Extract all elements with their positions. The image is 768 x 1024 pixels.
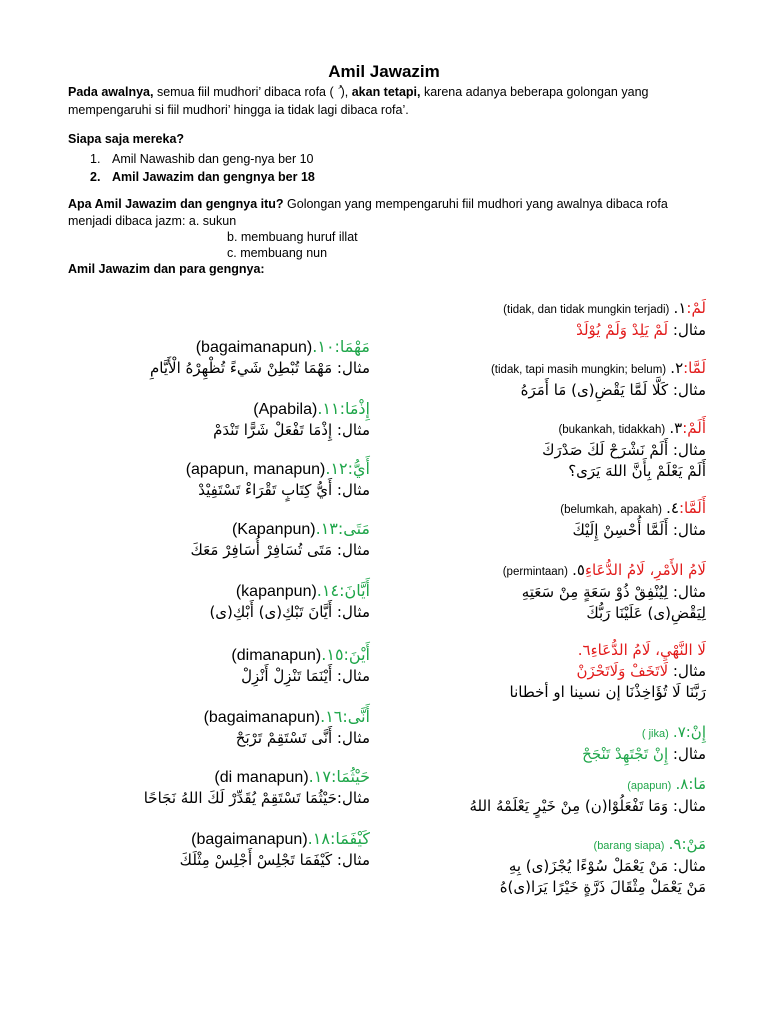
example-line: وَمَا تَفْعَلُوْا(ن) مِنْ خَيْرٍ يَعْلَمْهُ اللهُ	[469, 797, 669, 815]
example-line: أَلَمَّا أُحْسِنْ إِلَيْكَ	[572, 521, 669, 539]
entry-meaning: (Apabila)	[253, 401, 318, 418]
mithal-label: مثال:	[336, 789, 370, 807]
page-title: Amil Jawazim	[328, 62, 440, 81]
entry-meaning: (bagaimanapun)	[195, 339, 313, 356]
example-line: لِيَقْضِ(ى) عَلَيْنَا رَبُّكَ	[586, 604, 706, 622]
entry-word: حَيْثُمَا:	[330, 767, 370, 786]
question-heading: Siapa saja mereka?	[68, 132, 185, 146]
mithal-label: مثال:	[672, 797, 706, 815]
jawazim-entry-6	[510, 640, 707, 703]
entry-meaning: (dimanapun)	[231, 647, 322, 664]
entry-word: إِنْ:	[685, 723, 706, 741]
entry-number: ١٢.	[325, 459, 348, 478]
list-number: 1.	[90, 152, 101, 166]
jawazim-entry-14	[209, 580, 370, 623]
entry-number: ١١.	[317, 399, 340, 418]
entry-meaning: (di manapun)	[214, 769, 309, 786]
example-line: كَلَّا لَمَّا يَقْضِ(ى) مَا أَمَرَهُ	[520, 381, 669, 399]
entry-meaning: (apapun, manapun)	[185, 461, 326, 478]
mithal-label: مثال:	[336, 541, 370, 559]
jawazim-entry-16	[204, 706, 370, 749]
definition-paragraph	[68, 196, 708, 230]
list-text: Amil Nawashib dan geng-nya ber 10	[112, 152, 314, 166]
entry-word: أَلَمَّا:	[678, 499, 706, 517]
mithal-label: مثال:	[672, 745, 706, 763]
entry-note: (barang siapa)	[593, 840, 665, 852]
intro-text-3: karena adanya beberapa golongan yang mempengaruhi si fiil mudhori’ hingga ia tidak lagi dibaca rofa’.	[68, 85, 649, 117]
mithal-label: مثال:	[336, 851, 370, 869]
entry-number: ١٤.	[316, 581, 340, 600]
entry-meaning: (bagaimanapun)	[191, 831, 308, 848]
example-line: أَلَمْ يَعْلَمْ بِأَنَّ اللهَ يَرَى؟	[568, 462, 706, 480]
example-line: لِيُنْفِقْ ذُوْ سَعَةٍ مِنْ سَعَتِهِ	[521, 583, 669, 601]
entry-meaning: (bagaimanapun)	[203, 709, 321, 726]
jawazim-entry-15	[231, 644, 370, 687]
intro-lead: Pada awalnya,	[68, 85, 154, 99]
entry-note: ( jika)	[641, 728, 669, 740]
mithal-label: مثال:	[672, 381, 706, 399]
entry-note: (belumkah, apakah)	[560, 504, 662, 516]
example-line: مَنْ يَعْمَلْ سُوْءًا يُجْزَ(ى) بِهِ	[508, 857, 669, 875]
definition-question: Apa Amil Jawazim dan gengnya itu?	[68, 197, 284, 211]
entry-number: ٩.	[668, 835, 682, 853]
jawazim-entry-17	[144, 766, 370, 809]
example-line: حَيْثُمَا تَسْتَقِمْ يُقَدِّرْ لَكَ اللهُ نَجَاحًا	[143, 789, 337, 807]
entry-number: ٦.	[577, 641, 591, 659]
entry-number: ١٦.	[320, 707, 343, 726]
jawazim-entry-4	[560, 498, 706, 541]
entry-number: ٢.	[670, 359, 684, 377]
jawazim-entry-12	[186, 458, 370, 501]
example-line: رَبَّنَا لَا تُؤَاخِذْنَا إن نسينا او أخطانا	[509, 683, 706, 701]
example-line: أَلَمْ نَشْرَحْ لَكَ صَدْرَكَ	[542, 441, 669, 459]
entry-word: مَا:	[688, 775, 706, 793]
example-line: أَيَّانَ تَبْكِ(ى) أَبْكِ(ى)	[209, 603, 333, 621]
entry-number: ٣.	[669, 419, 683, 437]
entry-word: أَيَّانَ:	[339, 581, 370, 600]
intro-text-2: ),	[337, 85, 352, 99]
mithal-label: مثال:	[672, 321, 706, 339]
mithal-label: مثال:	[336, 729, 370, 747]
entry-word: مَتَى:	[337, 519, 370, 538]
mithal-label: مثال:	[672, 521, 706, 539]
entry-word: لَا النَّهْيِ، لَامُ الدُّعَاءِ	[590, 641, 706, 659]
intro-bold-2: akan tetapi,	[351, 85, 421, 99]
jawazim-entry-1	[503, 298, 706, 341]
entry-word: لَمَّا:	[683, 359, 706, 377]
jawazim-entry-11	[213, 398, 370, 441]
entry-note: (tidak, dan tidak mungkin terjadi)	[503, 304, 670, 316]
mithal-label: مثال:	[336, 667, 370, 685]
entry-word: كَيْفَمَا:	[329, 829, 370, 848]
entry-number: ٧.	[672, 723, 686, 741]
jawazim-entry-2	[491, 358, 706, 401]
jawazim-entry-18	[180, 828, 370, 871]
example-line: مَنْ يَعْمَلْ مِثْقَالَ ذَرَّةٍ خَيْرًا يَرَا(ى)هُ	[499, 878, 706, 896]
entry-number: ١.	[673, 299, 687, 317]
mithal-label: مثال:	[336, 481, 370, 499]
example-line: كَيْفَمَا تَجْلِسْ أَجْلِسْ مِثْلَكَ	[179, 851, 333, 869]
entry-number: ٤.	[666, 499, 679, 517]
section-heading: Amil Jawazim dan para gengnya:	[68, 262, 265, 276]
entry-word: أَلَمْ:	[682, 419, 706, 437]
entry-word: لَامُ الأَمْرِ، لَامُ الدُّعَاءِ	[584, 561, 706, 579]
entry-number: ١٠.	[312, 337, 335, 356]
entry-number: ١٧.	[308, 767, 331, 786]
jawazim-entry-7	[582, 722, 706, 765]
example-line: مَهْمَا تُبْطِنْ شَيءً تُظْهِرْهُ الْأَيَّامِ	[150, 359, 333, 377]
entry-word: لَمْ:	[686, 299, 706, 317]
numbered-list	[90, 150, 315, 186]
entry-number: ٨.	[675, 775, 689, 793]
mithal-label: مثال:	[672, 662, 706, 680]
entry-note: (tidak, tapi masih mungkin; belum)	[490, 364, 667, 376]
mithal-label: مثال:	[672, 857, 706, 875]
list-item	[90, 168, 315, 186]
mithal-label: مثال:	[672, 441, 706, 459]
example-line: أَيُّ كِتَابٍ تَقْرَاءْ تَسْتَفِيْدْ	[198, 481, 333, 499]
entry-word: أَيُّ:	[347, 459, 370, 478]
entry-word: أَيْنَ:	[343, 645, 370, 664]
entry-note: (permintaan)	[502, 566, 568, 578]
example-line: لَمْ يَلِدْ وَلَمْ يُوْلَدْ	[576, 321, 669, 339]
entry-note: (apapun)	[627, 780, 672, 792]
definition-text: Golongan yang mempengaruhi fiil mudhori yang awalnya dibaca rofa menjadi dibaca jazm: a. sukun	[68, 197, 668, 228]
jawazim-entry-3	[542, 418, 706, 482]
example-line: إِنْ تَجْتَهِدْ تَنْجَحْ	[582, 745, 669, 763]
jawazim-entry-9	[500, 834, 706, 898]
jawazim-entry-10	[150, 336, 370, 379]
list-number: 2.	[90, 170, 101, 184]
mithal-label: مثال:	[336, 359, 370, 377]
jazm-option-c: c. membuang nun	[227, 246, 328, 260]
example-line: أَيْنَمَا تَنْزِلْ أَنْزِلْ	[241, 667, 333, 685]
entry-number: ١٥.	[321, 645, 344, 664]
entry-number: ٥.	[572, 561, 585, 579]
list-text: Amil Jawazim dan gengnya ber 18	[112, 170, 315, 184]
mithal-label: مثال:	[336, 603, 370, 621]
jawazim-entry-8	[469, 774, 706, 817]
mithal-label: مثال:	[336, 421, 370, 439]
entry-word: أَنَّى:	[342, 707, 370, 726]
entry-word: مَنْ:	[681, 835, 706, 853]
entry-number: ١٨.	[307, 829, 330, 848]
entry-number: ١٣.	[315, 519, 338, 538]
entry-note: (bukankah, tidakkah)	[558, 424, 666, 436]
example-line: أَنَّى تَسْتَقِمْ تَرْبَحْ	[235, 729, 333, 747]
entry-word: إِذْمَا:	[339, 399, 370, 418]
entry-meaning: (Kapanpun)	[231, 521, 316, 538]
example-line: مَتَى تُسَافِرْ أُسَافِرْ مَعَكَ	[190, 541, 333, 559]
entry-word: مَهْمَا:	[334, 337, 370, 356]
example-line: إِذْمَا تَفْعَلْ شَرًّا تَنْدَمْ	[213, 421, 333, 439]
intro-text-1: semua fiil mudhori’ dibaca rofa (	[153, 85, 338, 99]
mithal-label: مثال:	[672, 583, 706, 601]
jawazim-entry-5	[503, 560, 706, 624]
jazm-option-b: b. membuang huruf illat	[227, 230, 358, 244]
example-line: لَاتَخَفْ وَلَاتَحْزَنْ	[576, 662, 669, 680]
jawazim-entry-13	[191, 518, 370, 561]
entry-meaning: (kapanpun)	[235, 583, 317, 600]
intro-paragraph	[68, 83, 708, 119]
list-item	[90, 150, 315, 168]
